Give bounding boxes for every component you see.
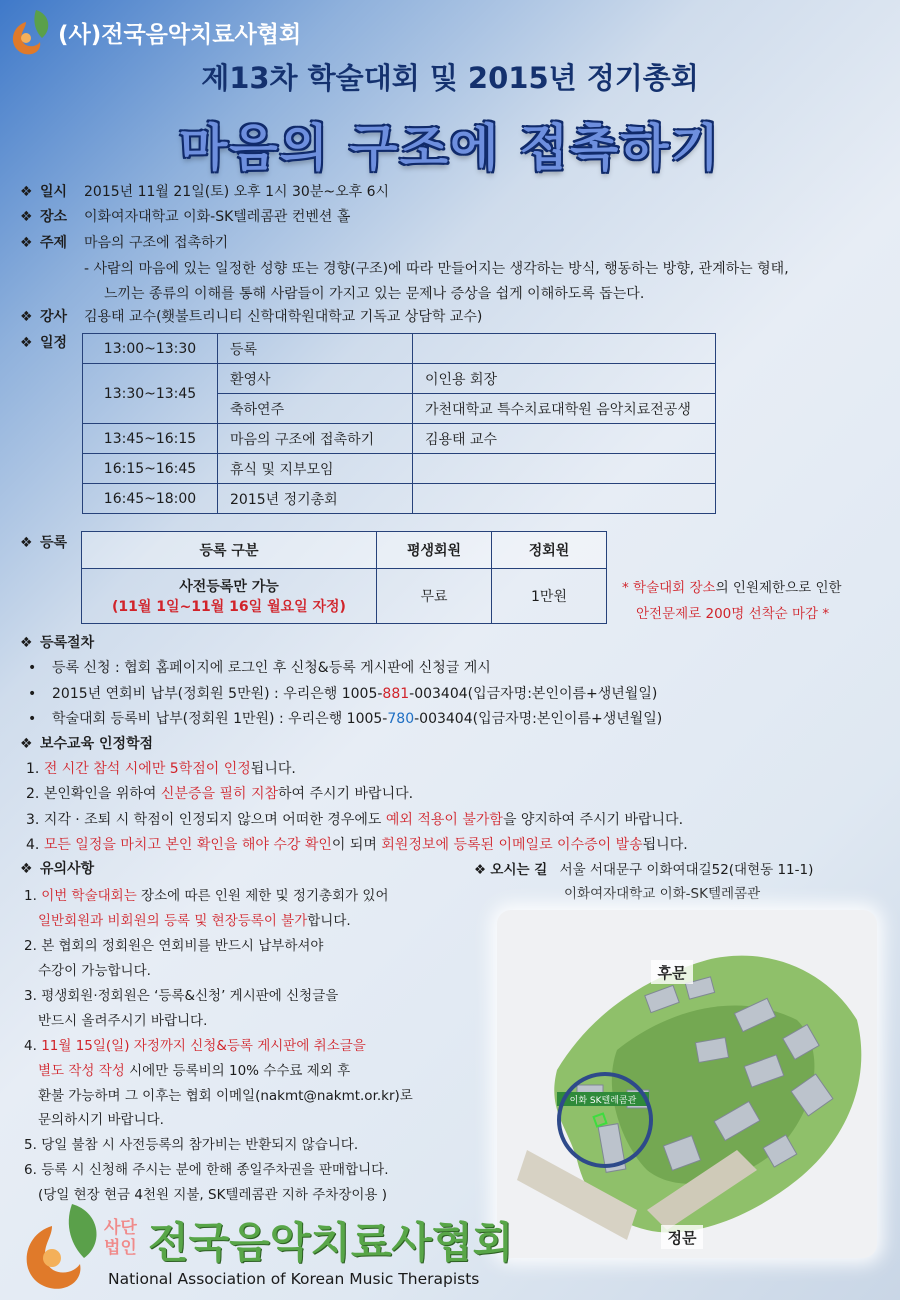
note-highlight: 이번 학술대회는 bbox=[41, 888, 137, 904]
procedure-text: 학술대회 등록비 납부(정회원 1만원) : 우리은행 1005- bbox=[52, 711, 388, 727]
credit-text: 본인확인을 위하여 bbox=[43, 786, 161, 802]
schedule-program: 휴식 및 지부모임 bbox=[218, 454, 413, 484]
note-item-1-line-2 bbox=[38, 909, 351, 929]
table-row bbox=[82, 569, 607, 624]
schedule-program: 환영사 bbox=[218, 364, 413, 394]
item-number: 2. bbox=[26, 786, 40, 802]
footer-org-name: 전국음악치료사협회 bbox=[148, 1218, 514, 1267]
note-highlight: 11월 15일(일) 자정까지 신청&등록 게시판에 취소글을 bbox=[41, 1038, 366, 1054]
credit-item-2 bbox=[26, 783, 413, 803]
schedule-time: 16:45~18:00 bbox=[83, 484, 218, 514]
notes-title: 유의사항 bbox=[40, 861, 95, 877]
note-item-5 bbox=[24, 1133, 358, 1153]
schedule-note bbox=[413, 334, 716, 364]
bullet-icon: ❖ bbox=[20, 209, 33, 225]
campus-map bbox=[497, 910, 877, 1258]
footer-org-name-en: National Association of Korean Music Therapists bbox=[108, 1270, 480, 1288]
bullet-icon: ❖ bbox=[474, 862, 487, 878]
schedule-note: 이인용 회장 bbox=[413, 364, 716, 394]
venue-value: 이화여자대학교 이화-SK텔레콤관 컨벤션 홀 bbox=[84, 209, 351, 225]
item-number: 3. bbox=[24, 988, 37, 1004]
credit-highlight: 회원정보에 등록된 이메일로 이수증이 발송 bbox=[381, 837, 643, 853]
credit-highlight: 신분증을 필히 지참 bbox=[160, 786, 278, 802]
regular-fee: 1만원 bbox=[492, 569, 607, 624]
note-star: * bbox=[622, 580, 629, 596]
table-row bbox=[83, 364, 716, 394]
schedule-time: 13:45~16:15 bbox=[83, 424, 218, 454]
dot-icon: • bbox=[28, 711, 37, 727]
note-item-3-line-2: 반드시 올려주시기 바랍니다. bbox=[38, 1013, 208, 1029]
bullet-icon: ❖ bbox=[20, 635, 33, 651]
note-text: 시에만 등록비의 10% 수수료 제외 후 bbox=[124, 1063, 351, 1079]
procedure-item bbox=[28, 683, 657, 703]
note-text: 등록 시 신청해 주시는 분에 한해 종일주차권을 판매합니다. bbox=[41, 1162, 389, 1178]
item-number: 2. bbox=[24, 938, 37, 954]
registration-type: 사전등록만 가능 bbox=[179, 579, 279, 595]
credit-item-4 bbox=[26, 834, 688, 854]
association-logo-icon bbox=[6, 8, 54, 58]
credit-text: 됩니다. bbox=[642, 837, 688, 853]
schedule-program: 등록 bbox=[218, 334, 413, 364]
footer-logo-icon bbox=[14, 1200, 106, 1292]
registration-table bbox=[81, 531, 607, 624]
note-text: 장소에 따른 인원 제한 및 정기총회가 있어 bbox=[136, 888, 389, 904]
schedule-program: 마음의 구조에 접촉하기 bbox=[218, 424, 413, 454]
credits-title-row bbox=[20, 733, 153, 753]
item-number: 1. bbox=[26, 761, 40, 777]
date-label: 일시 bbox=[40, 184, 68, 200]
procedure-title-row bbox=[20, 632, 94, 652]
note-item-2-line-1 bbox=[24, 934, 323, 954]
note-star: * bbox=[822, 606, 830, 622]
note-item-4-line-1 bbox=[24, 1034, 366, 1054]
note-text: 평생회원·정회원은 ‘등록&신청’ 게시판에 신청글을 bbox=[41, 988, 339, 1004]
bullet-icon: ❖ bbox=[20, 861, 33, 877]
procedure-text: -003404(입금자명:본인이름+생년월일) bbox=[409, 686, 658, 702]
main-gate-label: 정문 bbox=[667, 1229, 697, 1247]
item-number: 1. bbox=[24, 888, 37, 904]
org-header-name: (사)전국음악치료사협회 bbox=[58, 22, 302, 48]
topic-description-line-1: - 사람의 마음에 있는 일정한 성향 또는 경향(구조)에 따라 만들어지는 생각하는 방식, 행동하는 방향, 관계하는 형태, bbox=[84, 261, 789, 277]
credit-text: 을 양지하여 주시기 바랍니다. bbox=[502, 812, 684, 828]
note-text: 본 협회의 정회원은 연회비를 반드시 납부하셔야 bbox=[41, 938, 324, 954]
schedule-note: 가천대학교 특수치료대학원 음악치료전공생 bbox=[413, 394, 716, 424]
table-row bbox=[83, 484, 716, 514]
credit-highlight: 예외 적용이 불가함 bbox=[385, 812, 503, 828]
item-number: 6. bbox=[24, 1162, 37, 1178]
credit-item-1 bbox=[26, 758, 296, 778]
item-number: 5. bbox=[24, 1137, 37, 1153]
procedure-text: 2015년 연회비 납부(정회원 5만원) : 우리은행 1005- bbox=[52, 686, 383, 702]
bullet-icon: ❖ bbox=[20, 235, 33, 251]
event-theme-title: 마음의 구조에 접촉하기 bbox=[179, 119, 721, 177]
credit-text: 지각 · 조퇴 시 학점이 인정되지 않으며 어떠한 경우에도 bbox=[43, 812, 386, 828]
table-row bbox=[83, 334, 716, 364]
schedule-note: 김용태 교수 bbox=[413, 424, 716, 454]
venue-row bbox=[20, 206, 350, 226]
back-gate-label: 후문 bbox=[657, 964, 687, 982]
campus-map-graphic bbox=[497, 910, 877, 1258]
topic-label: 주제 bbox=[40, 235, 68, 251]
capacity-note-line-1 bbox=[622, 576, 842, 596]
account-highlight: 780 bbox=[387, 711, 415, 727]
capacity-note-line-2 bbox=[636, 602, 829, 622]
note-venue: 학술대회 장소 bbox=[633, 580, 716, 596]
note-item-4-line-4: 문의하시기 바랍니다. bbox=[38, 1112, 164, 1128]
schedule-program: 2015년 정기총회 bbox=[218, 484, 413, 514]
directions-building: 이화여자대학교 이화-SK텔레콤관 bbox=[564, 886, 761, 902]
table-row bbox=[83, 424, 716, 454]
bullet-icon: ❖ bbox=[20, 335, 33, 351]
procedure-title: 등록절차 bbox=[40, 635, 95, 651]
note-item-3-line-1 bbox=[24, 984, 338, 1004]
dot-icon: • bbox=[28, 686, 37, 702]
directions-title: 오시는 길 bbox=[490, 862, 548, 878]
note-item-2-line-2: 수강이 가능합니다. bbox=[38, 963, 151, 979]
schedule-note bbox=[413, 454, 716, 484]
credit-text: 하여 주시기 바랍니다. bbox=[278, 786, 414, 802]
schedule-note bbox=[413, 484, 716, 514]
credit-text: 됩니다. bbox=[250, 761, 296, 777]
schedule-time: 13:00~13:30 bbox=[83, 334, 218, 364]
topic-value: 마음의 구조에 접촉하기 bbox=[84, 235, 229, 251]
item-number: 3. bbox=[26, 812, 40, 828]
topic-description-line-2: 느끼는 종류의 이해를 통해 사람들이 가지고 있는 문제나 증상을 쉽게 이해하도록 돕는다. bbox=[104, 286, 645, 302]
item-number: 4. bbox=[26, 837, 40, 853]
bullet-icon: ❖ bbox=[20, 535, 33, 551]
credit-item-3 bbox=[26, 809, 683, 829]
note-item-1-line-1 bbox=[24, 884, 389, 904]
note-item-6-line-1 bbox=[24, 1158, 389, 1178]
directions-row bbox=[474, 858, 813, 878]
note-text: 당일 불참 시 사전등록의 참가비는 반환되지 않습니다. bbox=[41, 1137, 359, 1153]
date-value: 2015년 11월 21일(토) 오후 1시 30분~오후 6시 bbox=[84, 184, 390, 200]
note-item-4-line-2 bbox=[38, 1059, 350, 1079]
registration-label: 등록 bbox=[40, 535, 68, 551]
item-number: 4. bbox=[24, 1038, 37, 1054]
registration-label-row bbox=[20, 532, 84, 552]
header-lifetime: 평생회원 bbox=[377, 532, 492, 569]
corp-prefix bbox=[104, 1218, 137, 1258]
event-title: 제13차 학술대회 및 2015년 정기총회 bbox=[201, 61, 699, 95]
schedule-time: 13:30~13:45 bbox=[83, 364, 218, 424]
bullet-icon: ❖ bbox=[20, 184, 33, 200]
schedule-program: 축하연주 bbox=[218, 394, 413, 424]
account-highlight: 881 bbox=[382, 686, 410, 702]
header-category: 등록 구분 bbox=[82, 532, 377, 569]
procedure-item bbox=[28, 708, 662, 728]
bullet-icon: ❖ bbox=[20, 309, 33, 325]
note-item-4-line-3: 환불 가능하며 그 이후는 협회 이메일(nakmt@nakmt.or.kr)로 bbox=[38, 1088, 413, 1104]
note-highlight: 별도 작성 작성 bbox=[38, 1063, 125, 1079]
credit-text: 이 되며 bbox=[331, 837, 382, 853]
corp-prefix-1: 사단 bbox=[104, 1218, 137, 1238]
table-row bbox=[83, 454, 716, 484]
speaker-value: 김용태 교수(횃불트리니티 신학대학원대학교 기독교 상담학 교수) bbox=[84, 309, 483, 325]
credit-highlight: 전 시간 참석 시에만 5학점이 인정 bbox=[43, 761, 251, 777]
bullet-icon: ❖ bbox=[20, 736, 33, 752]
building-map-label: 이화 SK텔레콤관 bbox=[569, 1096, 637, 1106]
credits-title: 보수교육 인정학점 bbox=[40, 736, 154, 752]
header-regular: 정회원 bbox=[492, 532, 607, 569]
procedure-text: 등록 신청 : 협회 홈페이지에 로그인 후 신청&등록 게시판에 신청글 게시 bbox=[52, 660, 491, 676]
table-header-row bbox=[82, 532, 607, 569]
note-text: 의 인원제한으로 인한 bbox=[715, 580, 842, 596]
lifetime-fee: 무료 bbox=[377, 569, 492, 624]
note-item-6-line-2: (당일 현장 현금 4천원 지불, SK텔레콤관 지하 주차장이용 ) bbox=[38, 1187, 388, 1203]
schedule-label-row bbox=[20, 332, 84, 352]
credit-highlight: 모든 일정을 마치고 본인 확인을 해야 수강 확인 bbox=[43, 837, 332, 853]
venue-label: 장소 bbox=[40, 209, 68, 225]
note-highlight: 일반회원과 비회원의 등록 및 현장등록이 불가 bbox=[38, 913, 308, 929]
topic-row bbox=[20, 232, 228, 252]
registration-period: (11월 1일~11월 16일 월요일 자정) bbox=[112, 599, 346, 615]
date-row bbox=[20, 181, 389, 201]
procedure-item bbox=[28, 657, 491, 677]
schedule-label: 일정 bbox=[40, 335, 68, 351]
corp-prefix-2: 법인 bbox=[104, 1238, 137, 1258]
dot-icon: • bbox=[28, 660, 37, 676]
directions-address: 서울 서대문구 이화여대길52(대현동 11-1) bbox=[559, 862, 814, 878]
speaker-label: 강사 bbox=[40, 309, 68, 325]
notes-title-row bbox=[20, 858, 94, 878]
procedure-text: -003404(입금자명:본인이름+생년월일) bbox=[414, 711, 663, 727]
schedule-table bbox=[82, 333, 716, 514]
note-text: 합니다. bbox=[307, 913, 351, 929]
note-capacity: 안전문제로 200명 선착순 마감 bbox=[636, 606, 819, 622]
speaker-row bbox=[20, 306, 482, 326]
registration-category-cell bbox=[82, 569, 377, 624]
schedule-time: 16:15~16:45 bbox=[83, 454, 218, 484]
